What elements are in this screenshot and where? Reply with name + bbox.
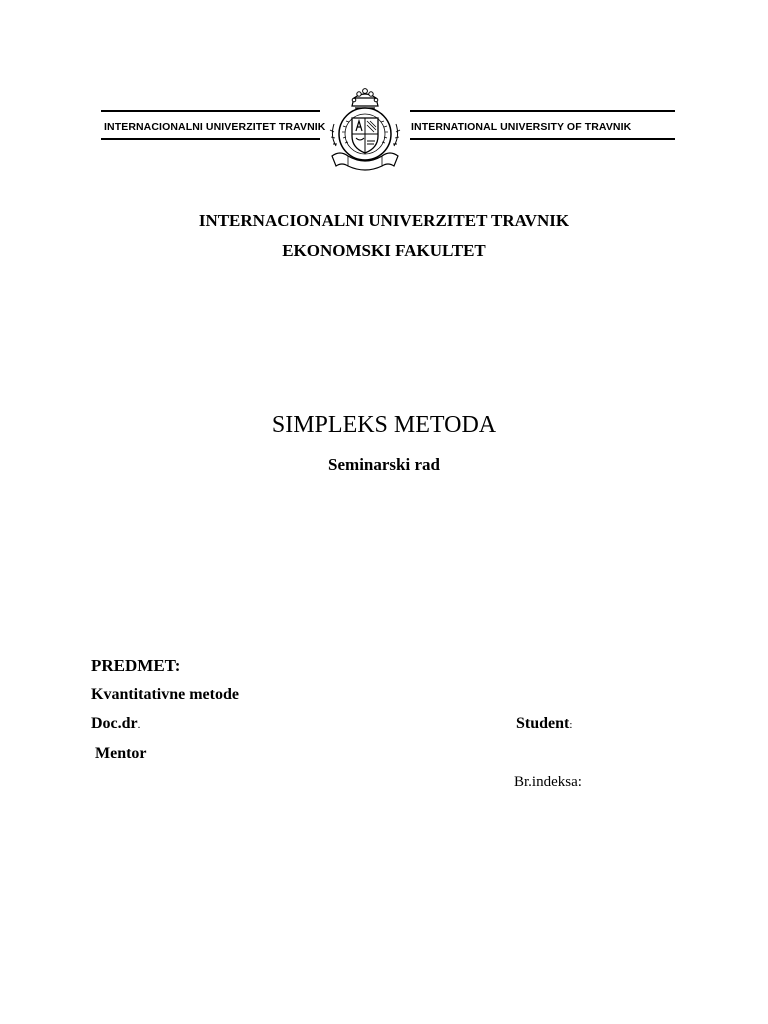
university-crest-icon: [318, 86, 412, 176]
header-top-rule-left: [101, 110, 320, 112]
doc-label: Doc.dr: [91, 715, 138, 732]
index-label: Br.indeksa:: [514, 774, 582, 790]
header-university-name-bs: INTERNACIONALNI UNIVERZITET TRAVNIK: [104, 121, 326, 133]
header-bottom-rule-right: [410, 138, 675, 140]
student-line: [516, 715, 572, 733]
student-punct: :: [569, 719, 573, 731]
header-top-rule-right: [410, 110, 675, 112]
faculty-name: EKONOMSKI FAKULTET: [282, 241, 486, 260]
mentor-label: Mentor: [95, 745, 147, 762]
subject-value: Kvantitativne metode: [91, 686, 239, 703]
header-bottom-rule-left: [101, 138, 320, 140]
document-subtitle: Seminarski rad: [328, 455, 440, 474]
doc-punct: .: [137, 719, 141, 731]
student-label: Student: [516, 715, 570, 732]
subject-label: PREDMET:: [91, 656, 181, 675]
header-university-name-en: INTERNATIONAL UNIVERSITY OF TRAVNIK: [411, 121, 632, 133]
document-title: SIMPLEKS METODA: [271, 412, 497, 438]
doc-line: [91, 715, 140, 733]
institution-name: INTERNACIONALNI UNIVERZITET TRAVNIK: [198, 211, 570, 230]
